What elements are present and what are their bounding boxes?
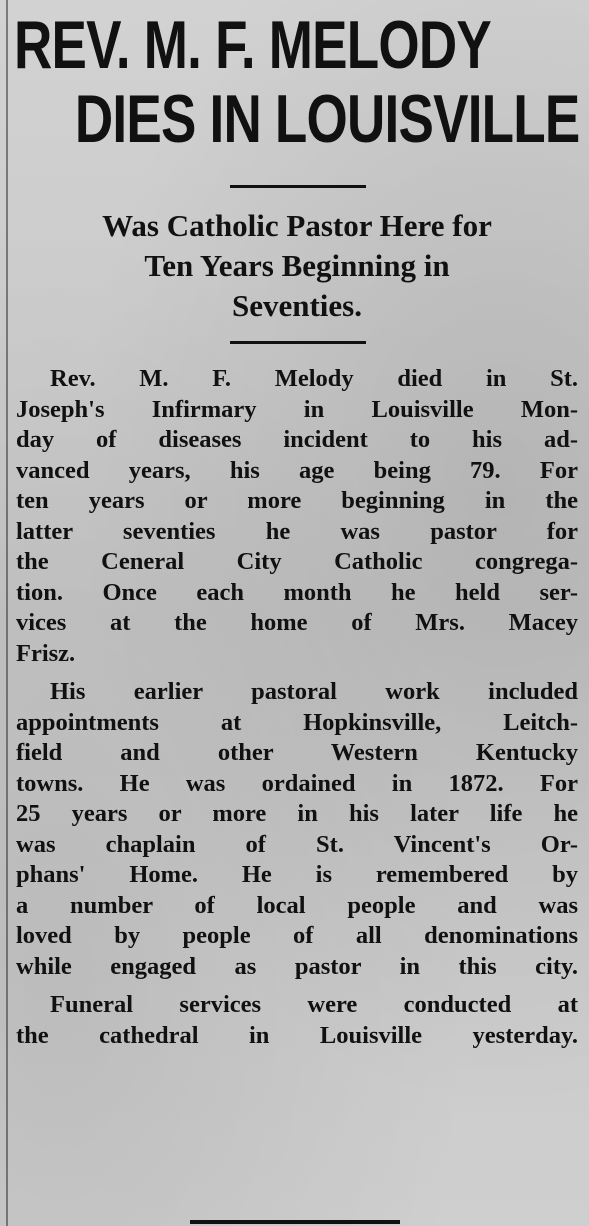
article-line: vanced years, his age being 79. For (16, 456, 578, 484)
article-line: phans' Home. He is remembered by (16, 861, 578, 888)
subhead-line: Seventies. (231, 288, 362, 323)
paragraph-gap (16, 982, 578, 990)
subhead-line: Was Catholic Pastor Here for (102, 208, 492, 243)
headline-line-1: REV. M. F. MELODY (14, 7, 491, 83)
article-line: the cathedral in Louisville yesterday. (16, 1021, 578, 1049)
article-line: appointments at Hopkinsville, Leitch- (16, 708, 578, 736)
subheadline (14, 206, 580, 326)
article-line: His earlier pastoral work included (50, 678, 578, 705)
divider-rule (230, 185, 366, 188)
article-body (16, 364, 578, 1051)
column-rule (6, 0, 8, 1226)
article-line: Funeral services were conducted at (50, 991, 578, 1018)
article-line: vices at the home of Mrs. Macey (16, 609, 578, 636)
article-line: loved by people of all denominations (16, 922, 578, 949)
headline-line-2: DIES IN LOUISVILLE (74, 81, 580, 157)
article-line: towns. He was ordained in 1872. For (16, 769, 578, 797)
article-line: ten years or more beginning in the (16, 487, 578, 514)
article-line: the Ceneral City Catholic congrega- (16, 548, 578, 575)
headline (14, 7, 580, 157)
article-line: latter seventies he was pastor for (16, 517, 578, 545)
paragraph-gap (16, 669, 578, 677)
article-line: day of diseases incident to his ad- (16, 426, 578, 453)
article-line: Joseph's Infirmary in Louisville Mon- (16, 395, 578, 423)
article-line: 25 years or more in his later life he (16, 800, 578, 827)
article-line: Frisz. (16, 639, 76, 667)
article-line: a number of local people and was (16, 891, 578, 919)
article-line: field and other Western Kentucky (16, 739, 578, 766)
article-line: while engaged as pastor in this city. (16, 952, 578, 980)
subhead-line: Ten Years Beginning in (144, 248, 450, 283)
article-line: Rev. M. F. Melody died in St. (50, 365, 578, 392)
article-line: was chaplain of St. Vincent's Or- (16, 830, 578, 858)
article-line: tion. Once each month he held ser- (16, 578, 578, 606)
end-rule (190, 1220, 400, 1224)
divider-rule (230, 341, 366, 344)
